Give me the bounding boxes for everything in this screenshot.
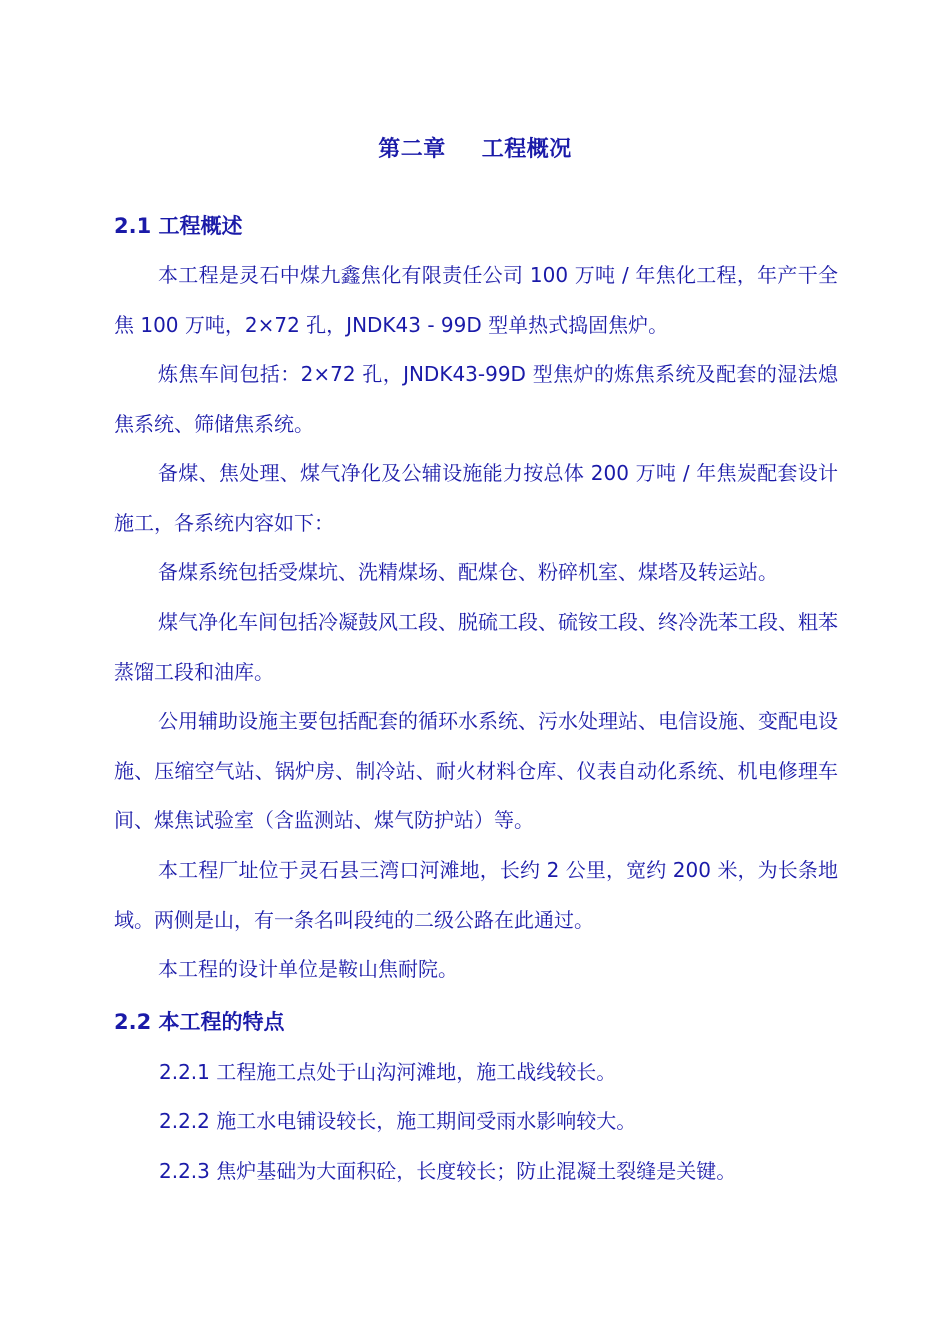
feature-item-2-2-3: 2.2.3 焦炉基础为大面积砼，长度较长；防止混凝土裂缝是关键。: [159, 1159, 737, 1183]
paragraph-design-unit: 本工程的设计单位是鞍山焦耐院。: [158, 957, 458, 981]
paragraph-public-facilities: 公用辅助设施主要包括配套的循环水系统、污水处理站、电信设施、变配电设施、压缩空气站、锅炉房、制冷站、耐火材料仓库、仪表自动化系统、机电修理车间、煤焦试验室（含监测站、煤气防护站）等。: [114, 709, 838, 832]
paragraph-gas-purification: 煤气净化车间包括冷凝鼓风工段、脱硫工段、硫铵工段、终冷洗苯工段、粗苯蒸馏工段和油库。: [114, 610, 838, 684]
chapter-name: 工程概况: [481, 137, 572, 162]
paragraph-auxiliary-capacity: 备煤、焦处理、煤气净化及公辅设施能力按总体 200 万吨 / 年焦炭配套设计施工，各系统内容如下：: [114, 461, 838, 535]
paragraph-project-overview: 本工程是灵石中煤九鑫焦化有限责任公司 100 万吨 / 年焦化工程，年产干全焦 100 万吨，2×72 孔，JNDK43 - 99D 型单热式捣固焦炉。: [114, 263, 838, 337]
feature-item-2-2-2: 2.2.2 施工水电铺设较长，施工期间受雨水影响较大。: [159, 1109, 637, 1133]
feature-item-2-2-1: 2.2.1 工程施工点处于山沟河滩地，施工战线较长。: [159, 1060, 617, 1084]
section-heading-2-1: 2.1 工程概述: [114, 214, 243, 238]
chapter-number: 第二章: [378, 137, 446, 162]
chapter-title: [0, 134, 950, 166]
paragraph-site-location: 本工程厂址位于灵石县三湾口河滩地，长约 2 公里，宽约 200 米，为长条地域。两侧是山，有一条名叫段纯的二级公路在此通过。: [114, 858, 838, 932]
paragraph-coking-workshop: 炼焦车间包括：2×72 孔，JNDK43-99D 型焦炉的炼焦系统及配套的湿法熄焦系统、筛储焦系统。: [114, 362, 838, 436]
section-heading-2-2: 2.2 本工程的特点: [114, 1010, 285, 1034]
paragraph-coal-preparation: 备煤系统包括受煤坑、洗精煤场、配煤仓、粉碎机室、煤塔及转运站。: [158, 560, 778, 584]
